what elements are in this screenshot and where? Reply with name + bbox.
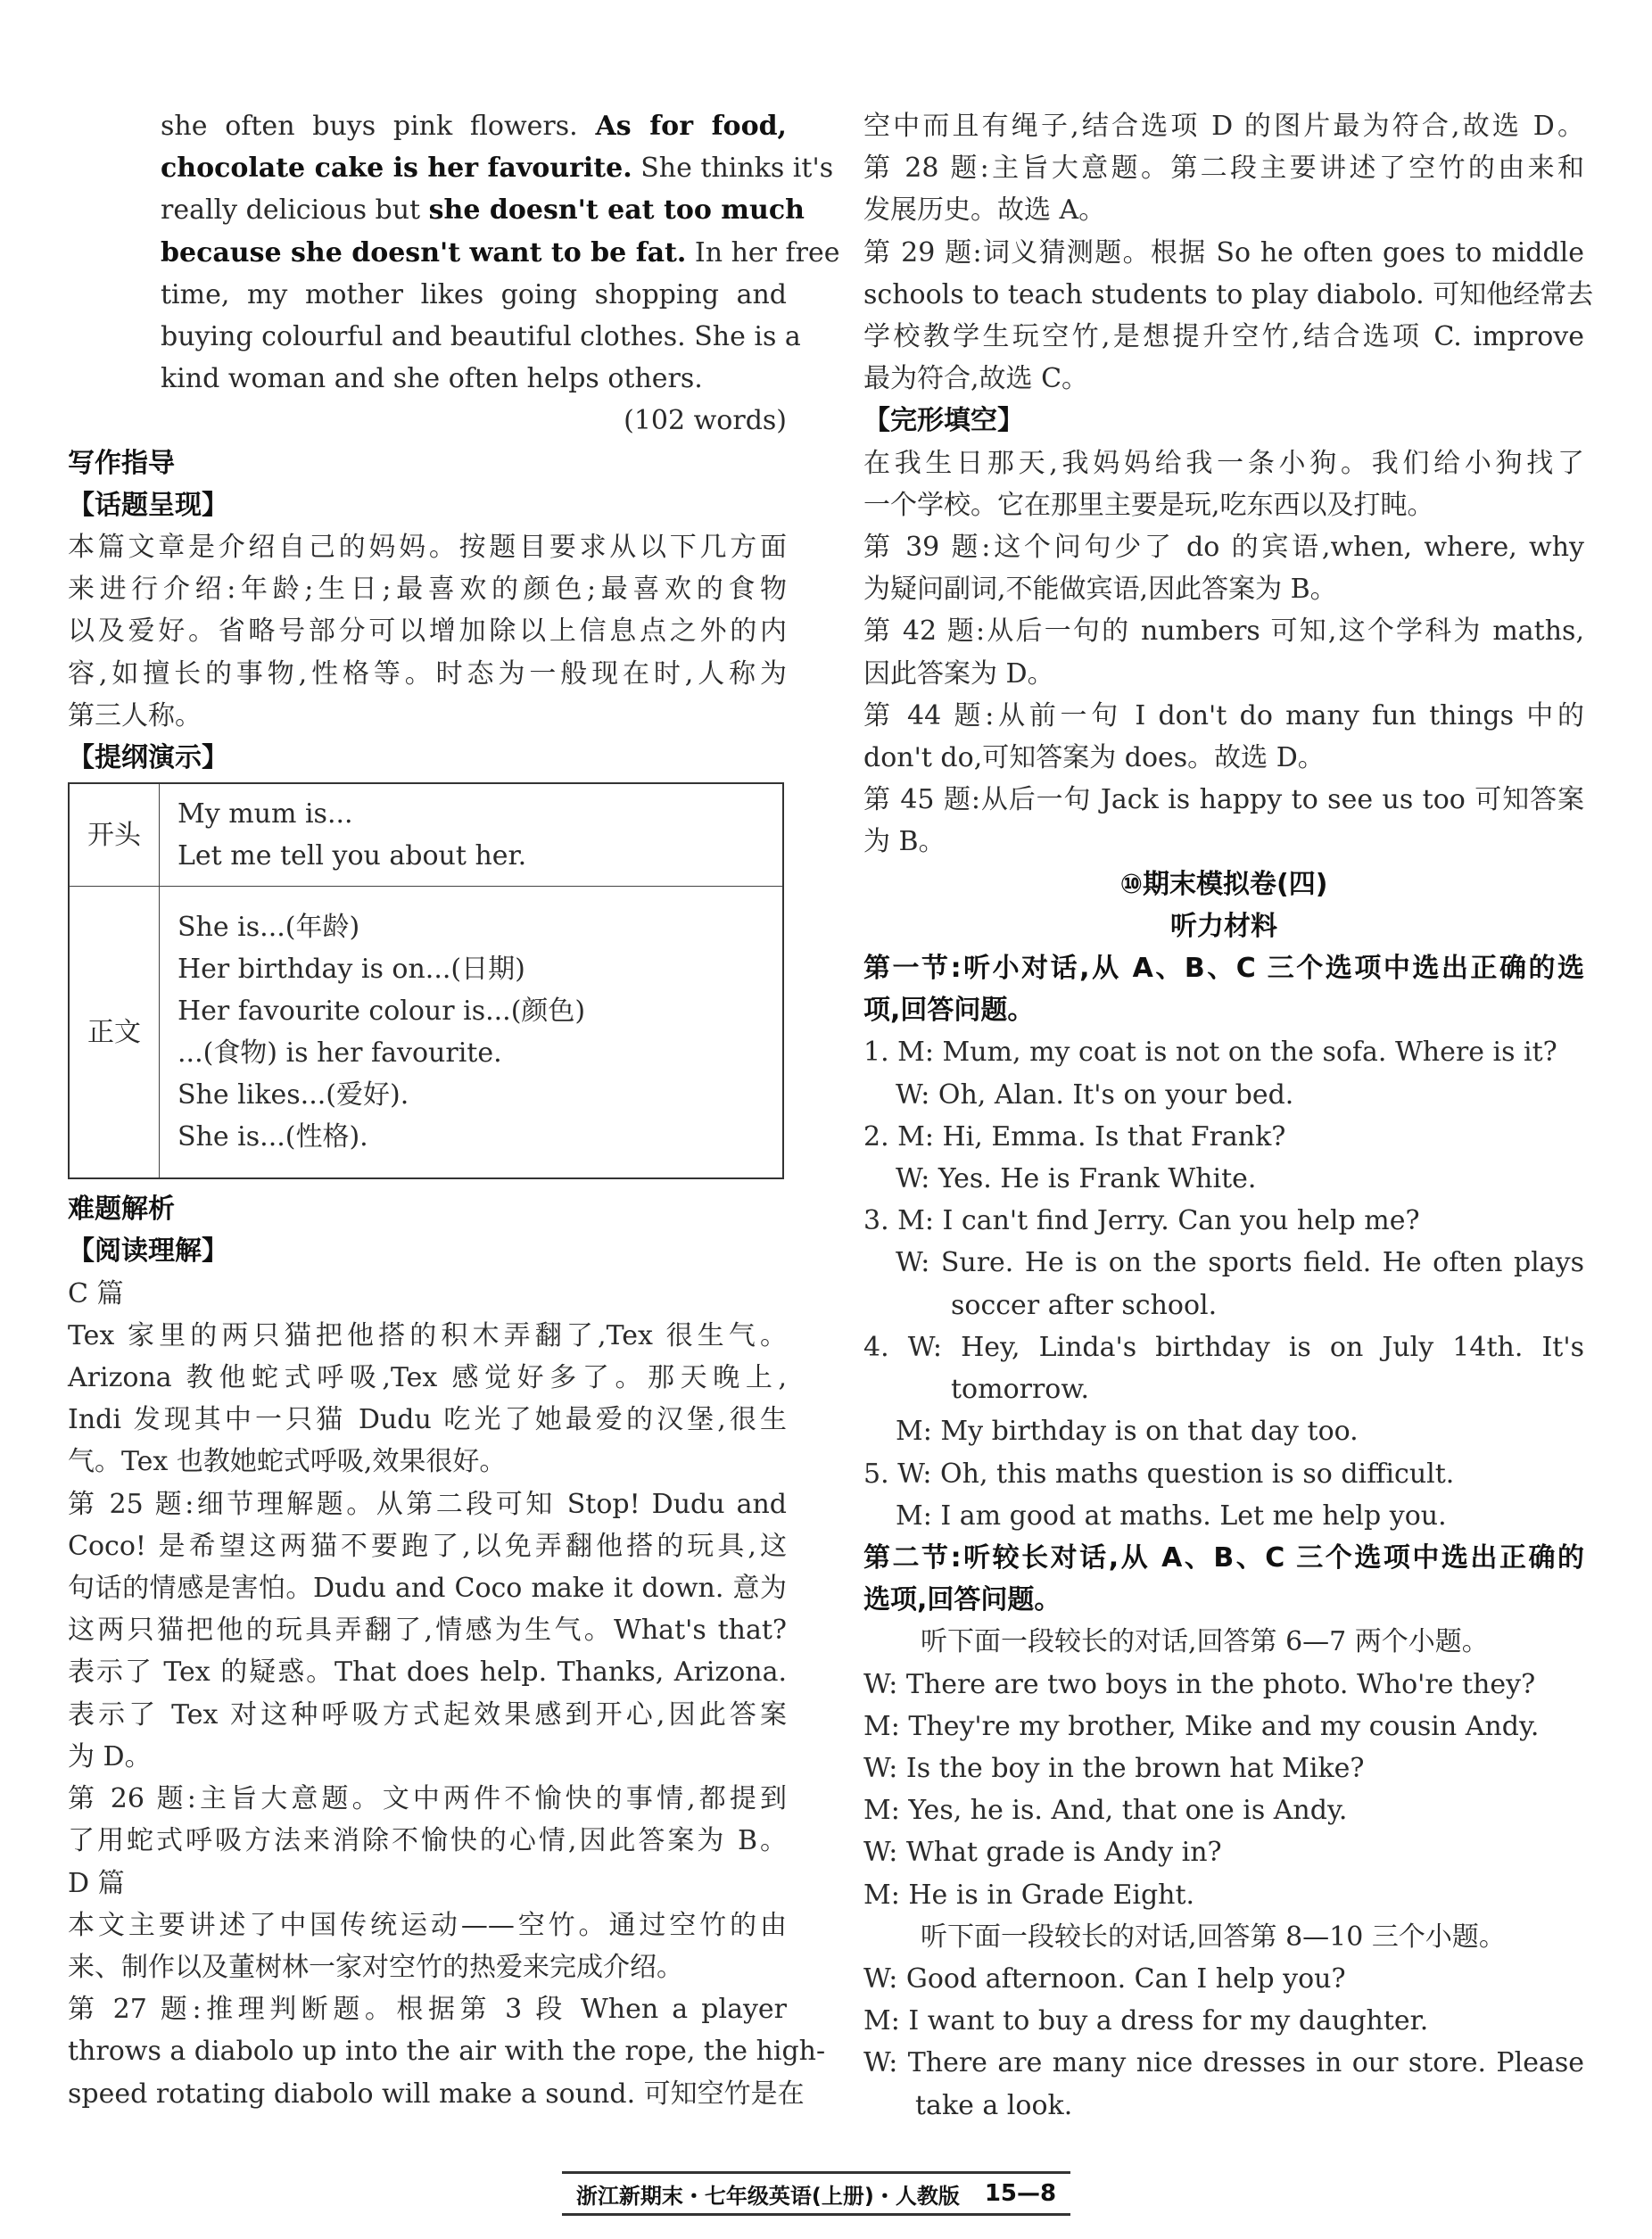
dialogue-line: M: I want to buy a dress for my daughter. <box>863 2005 1429 2037</box>
topic-line: 来进行介绍:年龄;生日;最喜欢的颜色;最喜欢的食物 <box>68 574 787 606</box>
topic-heading: 【话题呈现】 <box>68 489 228 521</box>
dialogue-line: M: I am good at maths. Let me help you. <box>896 1500 1447 1532</box>
dialogue-line: M: My birthday is on that day too. <box>896 1416 1359 1448</box>
answer-line: schools to teach students to play diabolo. 可知他经常去 <box>863 278 1594 310</box>
dialogue-line: 4. W: Hey, Linda's birthday is on July 14th. It's <box>863 1331 1584 1363</box>
passage-line: Coco! 是希望这两猫不要跑了,以免弄翻他搭的玩具,这 <box>68 1530 787 1562</box>
outline-table <box>68 782 784 1179</box>
book-title: 浙江新期末・七年级英语(上册)・人教版 <box>575 2183 960 2209</box>
passage-line: 第 27 题:推理判断题。根据第 3 段 When a player <box>68 1994 787 2026</box>
outline-line: Let me tell you about her. <box>178 840 527 872</box>
instruction: 听下面一段较长的对话,回答第 8—10 三个小题。 <box>921 1921 1506 1953</box>
dialogue-line: W: Yes. He is Frank White. <box>896 1163 1257 1195</box>
dialogue-line: 3. M: I can't find Jerry. Can you help me? <box>863 1205 1420 1237</box>
dialogue-line: 5. W: Oh, this maths question is so difficult. <box>863 1458 1455 1490</box>
writing-guide-title: 写作指导 <box>68 447 175 479</box>
dialogue-list-2 <box>863 1664 1584 1916</box>
cloze-line: don't do,可知答案为 does。故选 D。 <box>863 742 1325 774</box>
passage-line: 表示了 Tex 对这种呼吸方式起效果感到开心,因此答案 <box>68 1698 787 1731</box>
dialogue-list-1 <box>863 1031 1584 1536</box>
passage-line: throws a diabolo up into the air with the rope, the high- <box>68 2036 826 2068</box>
essay-line: really delicious but she doesn't eat too much <box>161 194 805 227</box>
passage-c-label: C 篇 <box>68 1277 124 1310</box>
outline-line: Her favourite colour is...(颜色) <box>178 996 586 1028</box>
cloze-line: 为疑问副词,不能做宾语,因此答案为 B。 <box>863 574 1337 606</box>
outline-line: She is...(年龄) <box>178 912 360 944</box>
dialogue-line: 2. M: Hi, Emma. Is that Frank? <box>863 1120 1286 1153</box>
essay-line: buying colourful and beautiful clothes. She is a <box>161 321 801 353</box>
essay-line: because she doesn't want to be fat. In her free <box>161 236 840 269</box>
outline-line: ...(食物) is her favourite. <box>178 1037 502 1070</box>
page-footer <box>562 2171 1070 2216</box>
passage-line: 本文主要讲述了中国传统运动——空竹。通过空竹的由 <box>68 1909 787 1941</box>
cloze-heading: 【完形填空】 <box>863 405 1024 437</box>
page-number: 15—8 <box>984 2180 1057 2207</box>
dialogue-line: W: Oh, Alan. It's on your bed. <box>896 1078 1294 1111</box>
outline-row-body <box>69 887 783 1179</box>
topic-line: 第三人称。 <box>68 699 202 731</box>
dialogue-line: W: Is the boy in the brown hat Mike? <box>863 1752 1365 1784</box>
left-column <box>68 105 840 2115</box>
listening-title: 听力材料 <box>1170 910 1277 942</box>
cloze-line: 为 B。 <box>863 826 946 858</box>
section2-heading: 第二节:听较长对话,从 A、B、C 三个选项中选出正确的 <box>863 1541 1584 1574</box>
body-label: 正文 <box>69 887 160 1179</box>
topic-line: 本篇文章是介绍自己的妈妈。按题目要求从以下几方面 <box>68 532 787 564</box>
outline-row-opening <box>69 783 783 887</box>
answer-line: 发展历史。故选 A。 <box>863 194 1106 227</box>
cloze-line: 在我生日那天,我妈妈给我一条小狗。我们给小狗找了 <box>863 447 1584 479</box>
answer-line: 最为符合,故选 C。 <box>863 363 1089 395</box>
cloze-line: 一个学校。它在那里主要是玩,吃东西以及打盹。 <box>863 489 1434 521</box>
answer-line: 学校教学生玩空竹,是想提升空竹,结合选项 C. improve <box>863 321 1584 353</box>
dialogue-line: W: What grade is Andy in? <box>863 1837 1222 1869</box>
dialogue-line: M: He is in Grade Eight. <box>863 1879 1195 1911</box>
outline-line: She is...(性格). <box>178 1121 368 1153</box>
essay-line: she often buys pink flowers. As for food, <box>161 111 787 142</box>
exam-title: ⑩期末模拟卷(四) <box>1119 868 1328 900</box>
section2-heading: 选项,回答问题。 <box>863 1584 1061 1616</box>
analysis-title: 难题解析 <box>68 1194 175 1226</box>
outline-line: She likes...(爱好). <box>178 1079 409 1111</box>
essay-line: time, my mother likes going shopping and <box>161 278 787 310</box>
outline-line: My mum is... <box>178 798 353 830</box>
opening-content <box>160 783 784 887</box>
answer-line: 第 28 题:主旨大意题。第二段主要讲述了空竹的由来和 <box>863 153 1584 185</box>
passage-line: 这两只猫把他的玩具弄翻了,情感为生气。What's that? <box>68 1615 787 1647</box>
passage-line: 第 25 题:细节理解题。从第二段可知 Stop! Dudu and <box>68 1488 787 1520</box>
dialogue-line: W: Good afternoon. Can I help you? <box>863 1962 1346 1995</box>
essay-line: kind woman and she often helps others. <box>161 363 703 395</box>
instruction: 听下面一段较长的对话,回答第 6—7 两个小题。 <box>921 1626 1489 1658</box>
reading-heading: 【阅读理解】 <box>68 1235 228 1268</box>
essay-line: chocolate cake is her favourite. She thinks it's <box>161 153 834 185</box>
topic-line: 容,如擅长的事物,性格等。时态为一般现在时,人称为 <box>68 657 787 690</box>
passage-line: Indi 发现其中一只猫 Dudu 吃光了她最爱的汉堡,很生 <box>68 1404 787 1436</box>
passage-line: Arizona 教他蛇式呼吸,Tex 感觉好多了。那天晚上, <box>68 1362 787 1394</box>
outline-heading: 【提纲演示】 <box>68 742 228 774</box>
passage-line: 为 D。 <box>68 1740 152 1772</box>
dialogue-line: W: There are two boys in the photo. Who're they? <box>863 1668 1536 1700</box>
passage-line: 句话的情感是害怕。Dudu and Coco make it down. 意为 <box>68 1573 787 1605</box>
dialogue-line: W: There are many nice dresses in our store. Please <box>863 2047 1584 2079</box>
dialogue-line: M: Yes, he is. And, that one is Andy. <box>863 1795 1348 1827</box>
dialogue-line: M: They're my brother, Mike and my cousin Andy. <box>863 1710 1540 1742</box>
cloze-line: 因此答案为 D。 <box>863 657 1054 690</box>
dialogue-line: take a look. <box>915 2089 1073 2121</box>
answer-line: 空中而且有绳子,结合选项 D 的图片最为符合,故选 D。 <box>863 111 1584 142</box>
answer-line: 第 29 题:词义猜测题。根据 So he often goes to middle <box>863 236 1584 269</box>
dialogue-list-3 <box>863 1958 1584 2127</box>
cloze-line: 第 42 题:从后一句的 numbers 可知,这个学科为 maths, <box>863 616 1584 648</box>
body-content <box>160 887 784 1179</box>
dialogue-line: soccer after school. <box>951 1289 1218 1321</box>
cloze-line: 第 39 题:这个问句少了 do 的宾语,when, where, why <box>863 532 1584 564</box>
dialogue-line: tomorrow. <box>951 1374 1090 1406</box>
passage-line: speed rotating diabolo will make a sound. 可知空竹是在 <box>68 2078 805 2110</box>
passage-line: 来、制作以及董树林一家对空竹的热爱来完成介绍。 <box>68 1951 683 1983</box>
dialogue-line: 1. M: Mum, my coat is not on the sofa. Where is it? <box>863 1037 1557 1069</box>
word-count: (102 words) <box>624 405 787 437</box>
dialogue-line: W: Sure. He is on the sports field. He often plays <box>896 1247 1584 1279</box>
opening-label: 开头 <box>69 783 160 887</box>
outline-line: Her birthday is on...(日期) <box>178 954 525 986</box>
passage-line: 表示了 Tex 的疑惑。That does help. Thanks, Arizona. <box>68 1657 787 1689</box>
topic-line: 以及爱好。省略号部分可以增加除以上信息点之外的内 <box>68 616 787 648</box>
passage-d-label: D 篇 <box>68 1867 125 1899</box>
right-column <box>863 105 1594 2127</box>
cloze-line: 第 44 题:从前一句 I don't do many fun things 中的 <box>863 699 1584 731</box>
section1-heading: 项,回答问题。 <box>863 995 1035 1027</box>
cloze-line: 第 45 题:从后一句 Jack is happy to see us too 可知答案 <box>863 784 1584 816</box>
passage-line: 气。Tex 也教她蛇式呼吸,效果很好。 <box>68 1446 507 1478</box>
passage-line: 了用蛇式呼吸方法来消除不愉快的心情,因此答案为 B。 <box>68 1825 787 1857</box>
passage-line: 第 26 题:主旨大意题。文中两件不愉快的事情,都提到 <box>68 1783 787 1815</box>
passage-line: Tex 家里的两只猫把他搭的积木弄翻了,Tex 很生气。 <box>68 1319 787 1351</box>
section1-heading: 第一节:听小对话,从 A、B、C 三个选项中选出正确的选 <box>863 953 1584 985</box>
